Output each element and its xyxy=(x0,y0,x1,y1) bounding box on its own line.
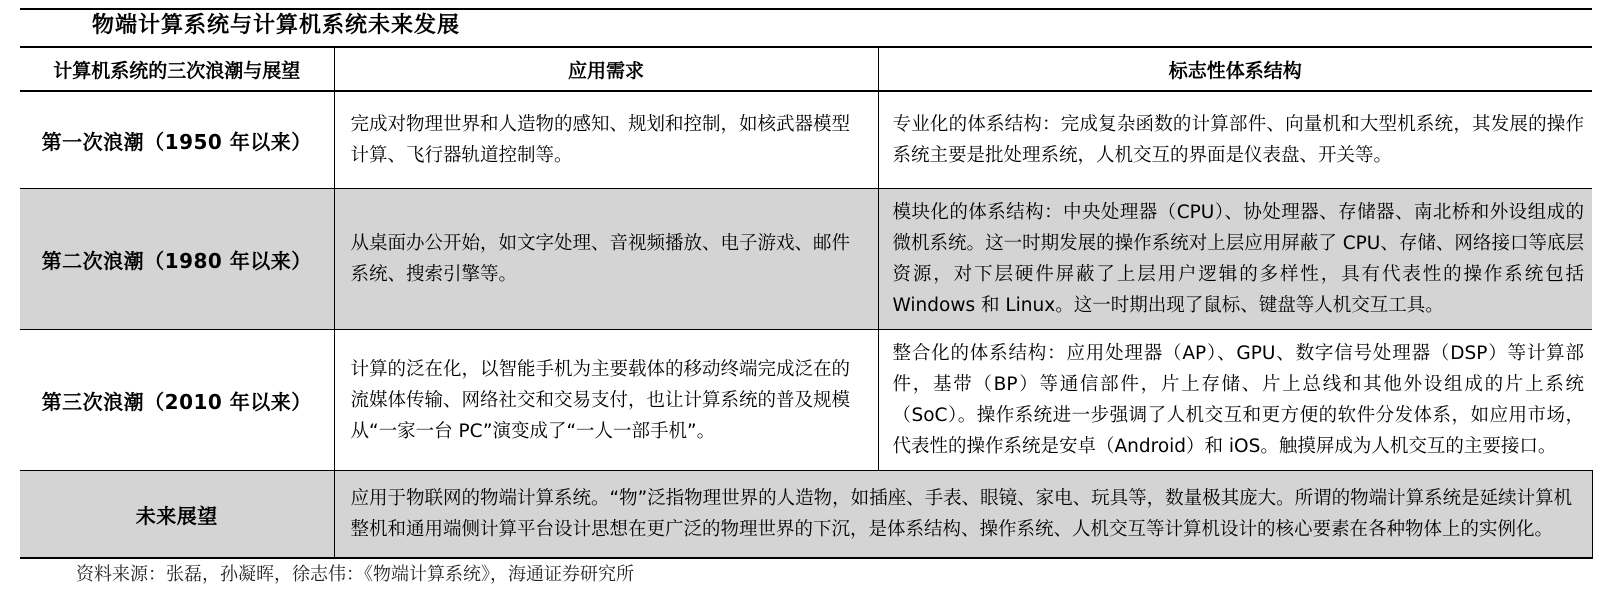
table-row xyxy=(20,189,1592,330)
demand-cell: 完成对物理世界和人造物的感知、规划和控制，如核武器模型计算、飞行器轨道控制等。 xyxy=(334,91,878,189)
future-row xyxy=(20,471,1592,559)
table-caption: 物端计算系统与计算机系统未来发展 xyxy=(92,13,461,38)
table-row xyxy=(20,91,1592,189)
era-cell: 第二次浪潮（1980 年以来） xyxy=(20,189,334,330)
demand-cell: 计算的泛在化，以智能手机为主要载体的移动终端完成泛在的流媒体传输、网络社交和交易支付，也让计算系统的普及规模从“一家一台 PC”演变成了“一人一部手机”。 xyxy=(334,330,878,471)
header-era: 计算机系统的三次浪潮与展望 xyxy=(20,47,334,91)
future-text: 应用于物联网的物端计算系统。“物”泛指物理世界的人造物，如插座、手表、眼镜、家电、玩具等，数量极其庞大。所谓的物端计算系统是延续计算机整机和通用端侧计算平台设计思想在更广泛的物理世界的下沉，是体系结构、操作系统、人机交互等计算机设计的核心要素在各种物体上的实例化。 xyxy=(334,471,1592,559)
header-architecture: 标志性体系结构 xyxy=(878,47,1592,91)
source-note: 资料来源：张磊，孙凝晖，徐志伟：《物端计算系统》，海通证券研究所 xyxy=(76,564,634,585)
demand-cell: 从桌面办公开始，如文字处理、音视频播放、电子游戏、邮件系统、搜索引擎等。 xyxy=(334,189,878,330)
architecture-cell: 整合化的体系结构：应用处理器（AP）、GPU、数字信号处理器（DSP）等计算部件，基带（BP）等通信部件，片上存储、片上总线和其他外设组成的片上系统（SoC）。操作系统进一步强调了人机交互和更方便的软件分发体系，如应用市场，代表性的操作系统是安卓（Android）和 iOS。触摸屏成为人机交互的主要接口。 xyxy=(878,330,1592,471)
era-cell: 第三次浪潮（2010 年以来） xyxy=(20,330,334,471)
era-cell: 第一次浪潮（1950 年以来） xyxy=(20,91,334,189)
table-row xyxy=(20,330,1592,471)
comparison-table xyxy=(20,46,1593,559)
header-demand: 应用需求 xyxy=(334,47,878,91)
architecture-cell: 专业化的体系结构：完成复杂函数的计算部件、向量机和大型机系统，其发展的操作系统主要是批处理系统，人机交互的界面是仪表盘、开关等。 xyxy=(878,91,1592,189)
table-header-row xyxy=(20,47,1592,91)
architecture-cell: 模块化的体系结构：中央处理器（CPU）、协处理器、存储器、南北桥和外设组成的微机系统。这一时期发展的操作系统对上层应用屏蔽了 CPU、存储、网络接口等底层资源，对下层硬件屏蔽了上层用户逻辑的多样性，具有代表性的操作系统包括 Windows 和 Linux。这一时期出现了鼠标、键盘等人机交互工具。 xyxy=(878,189,1592,330)
future-label: 未来展望 xyxy=(20,471,334,559)
